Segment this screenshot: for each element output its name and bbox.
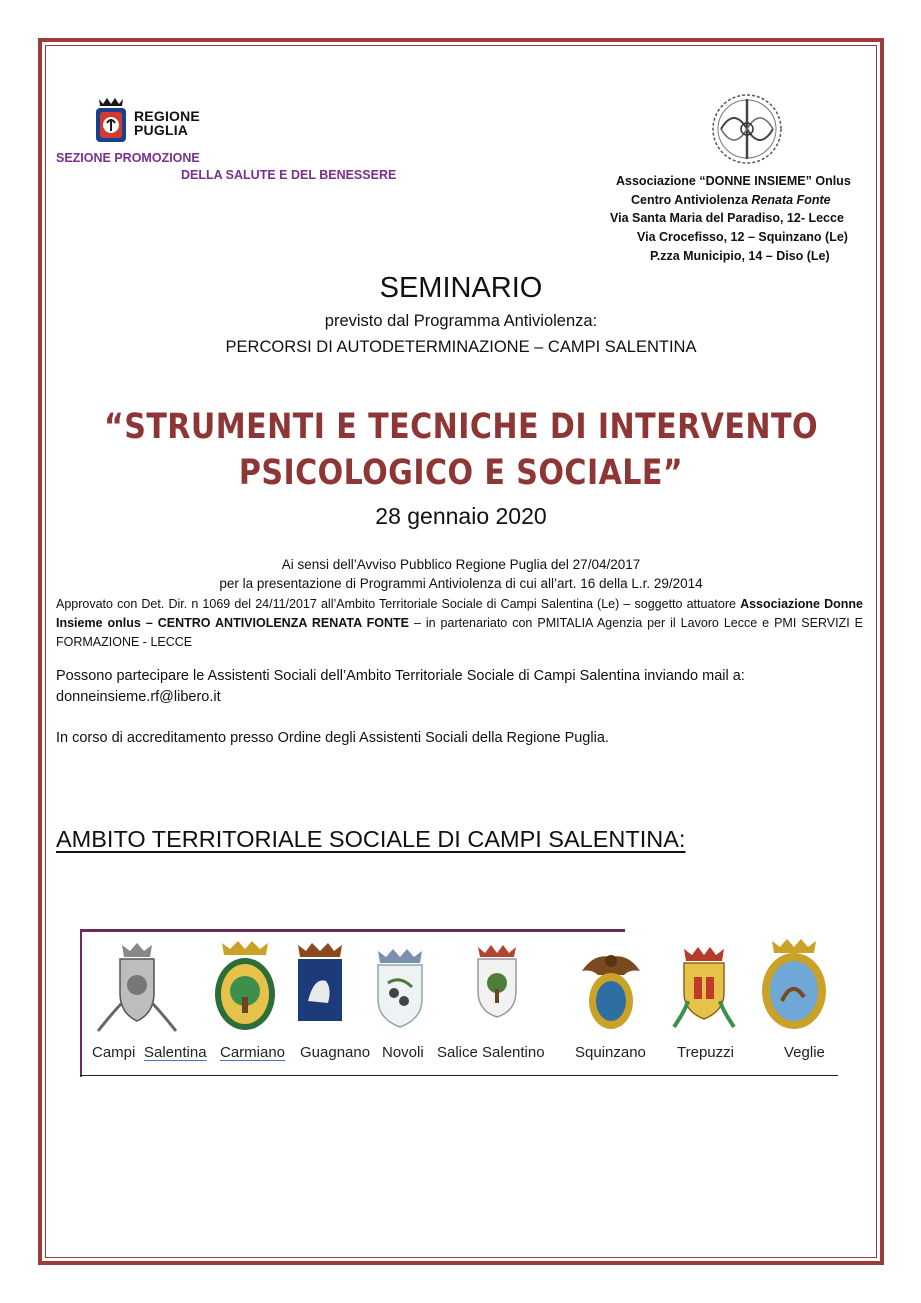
approval-paragraph [56, 595, 863, 652]
contact-email[interactable]: donneinsieme.rf@libero.it [56, 689, 221, 705]
regione-puglia-logo [93, 95, 213, 145]
project-name: PERCORSI DI AUTODETERMINAZIONE – CAMPI SALENTINA [225, 338, 697, 356]
association-address-lecce: Via Santa Maria del Paradiso, 12- Lecce [610, 211, 844, 225]
town-label-novoli: Novoli [382, 1044, 424, 1061]
novoli-crest-icon [370, 945, 430, 1031]
accreditation-note: In corso di accreditamento presso Ordine degli Assistenti Sociali della Regione Puglia. [56, 730, 609, 746]
panel-bottom-rule [80, 1075, 838, 1076]
town-label-salentina: Salentina [144, 1044, 207, 1061]
squinzano-crest-icon [578, 949, 644, 1037]
association-center-name: Renata Fonte [751, 193, 831, 207]
town-label-carmiano: Carmiano [220, 1044, 286, 1061]
approval-association: Associazione Donne Insieme onlus – CENTRO ANTIVIOLENZA RENATA FONTE [56, 597, 863, 630]
association-name: Associazione “DONNE INSIEME” Onlus [616, 174, 851, 188]
ambito-heading: AMBITO TERRITORIALE SOCIALE DI CAMPI SALENTINA: [56, 826, 686, 852]
participation-text: Possono partecipare le Assistenti Sociali dell’Ambito Territoriale Sociale di Campi Salentina inviando mail a: [56, 668, 745, 684]
seminar-kind: SEMINARIO [379, 272, 543, 304]
association-center-label: Centro Antiviolenza [631, 193, 748, 207]
legal-reference-1: Ai sensi dell’Avviso Pubblico Regione Puglia del 27/04/2017 [281, 557, 641, 572]
legal-reference-2: per la presentazione di Programmi Antiviolenza di cui all’art. 16 della L.r. 29/2014 [219, 576, 703, 591]
municipal-crests-panel [80, 929, 840, 1079]
town-label-trepuzzi: Trepuzzi [677, 1044, 734, 1061]
association-address-squinzano: Via Crocefisso, 12 – Squinzano (Le) [637, 230, 848, 244]
regione-puglia-crest-icon [93, 95, 129, 145]
association-address-diso: P.zza Municipio, 14 – Diso (Le) [650, 249, 830, 263]
carmiano-crest-icon [210, 939, 280, 1039]
veglie-crest-icon [758, 935, 830, 1035]
town-label-guagnano: Guagnano [300, 1044, 371, 1061]
regione-puglia-logo-text [134, 109, 200, 137]
campi-salentina-crest-icon [92, 941, 182, 1037]
town-label-squinzano: Squinzano [575, 1044, 646, 1061]
salice-salentino-crest-icon [472, 943, 522, 1025]
section-line-2: DELLA SALUTE E DEL BENESSERE [181, 168, 397, 182]
panel-top-rule [80, 929, 625, 932]
donne-insieme-emblem-icon [709, 93, 785, 165]
approval-text: Approvato con Det. Dir. n 1069 del 24/11/2017 all’Ambito Territoriale Sociale di Campi Salentina (Le) – soggetto attuatore [56, 597, 736, 611]
association-center [631, 193, 831, 207]
approval-partners: – in partenariato con PMITALIA Agenzia per il Lavoro Lecce e PMI SERVIZI E FORMAZIONE - LECCE [56, 616, 863, 649]
participation-paragraph [56, 666, 863, 708]
seminar-date: 28 gennaio 2020 [375, 503, 547, 529]
section-line-1: SEZIONE PROMOZIONE [56, 151, 200, 165]
puglia-text: PUGLIA [134, 122, 189, 138]
regione-text: REGIONE [134, 108, 200, 124]
guagnano-crest-icon [292, 941, 348, 1031]
seminar-title-line-2: PSICOLOGICO E SOCIALE” [238, 453, 684, 493]
town-label-campi: Campi [92, 1044, 136, 1061]
town-label-salice-salentino: Salice Salentino [437, 1044, 545, 1061]
trepuzzi-crest-icon [670, 943, 738, 1035]
seminar-title [103, 404, 819, 496]
seminar-title-line-1: “STRUMENTI E TECNICHE DI INTERVENTO [103, 407, 819, 447]
town-label-veglie: Veglie [784, 1044, 825, 1061]
program-line: previsto dal Programma Antiviolenza: [324, 312, 598, 330]
panel-left-rule [80, 929, 82, 1077]
